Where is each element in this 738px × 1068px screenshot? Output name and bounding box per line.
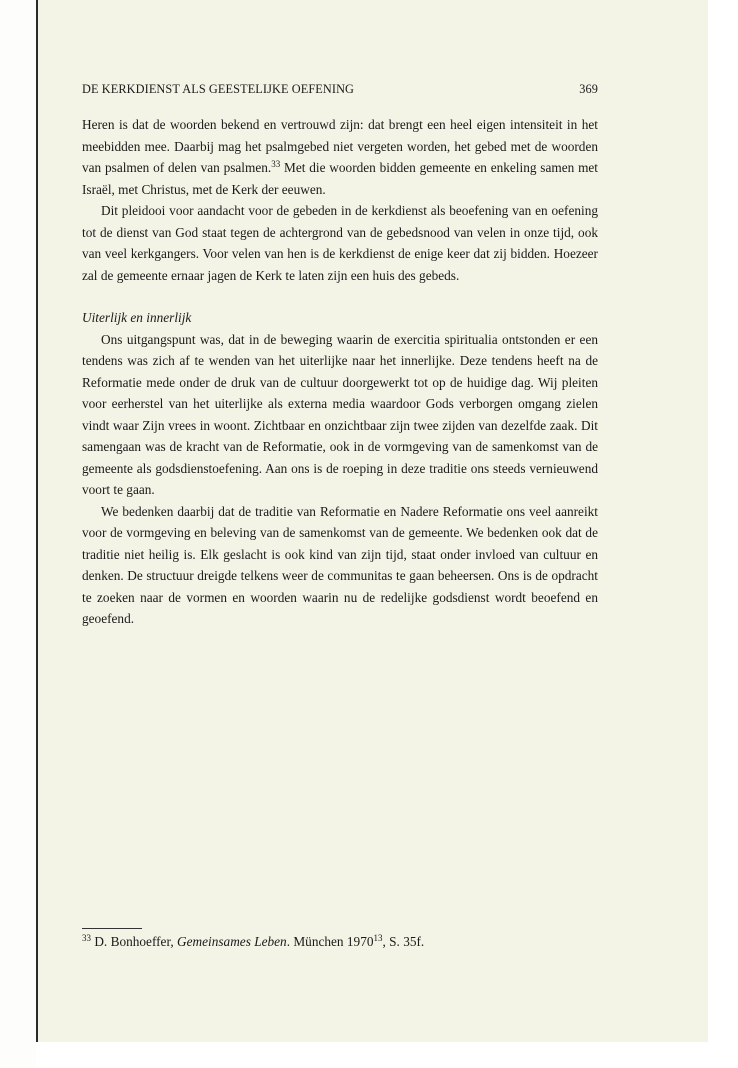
running-header-title: DE KERKDIENST ALS GEESTELIJKE OEFENING: [82, 82, 355, 96]
footnote-place: . München 1970: [286, 934, 374, 949]
footnote: [82, 933, 598, 951]
paragraph-1: [82, 114, 598, 200]
body-text: [82, 114, 598, 630]
section-heading: Uiterlijk en innerlijk: [82, 310, 192, 325]
scan-margin: [0, 0, 36, 1068]
running-header: [82, 82, 598, 100]
paragraph-1-part-b: Met die woorden bidden gemeente en enkeling samen met Israël, met Christus, met de Kerk der eeuwen.: [82, 160, 599, 197]
footnote-number: 33: [82, 933, 91, 943]
footnote-reference: 33: [271, 159, 281, 169]
paragraph-1-part-a: Heren is dat de woorden bekend en vertrouwd zijn: dat brengt een heel eigen intensiteit in het meebidden mee. Daarbij mag het psalmgebed niet vergeten worden, het gebed met de woorden van psalmen of delen van psalmen.: [82, 117, 598, 175]
paragraph-4: We bedenken daarbij dat de traditie van Reformatie en Nadere Reformatie ons veel aanreikt voor de vormgeving en beleving van de samenkomst van de gemeente. We bedenken ook dat de traditie niet heilig is. Elk geslacht is ook kind van zijn tijd, staat onder invloed van cultuur en denken. De structuur dreigde telkens weer de communitas te gaan beheersen. Ons is de opdracht te zoeken naar de vormen en woorden waarin nu de redelijke godsdienst wordt beoefend en geoefend.: [82, 503, 598, 626]
footnote-pages: , S. 35f.: [382, 934, 425, 949]
footnote-rule: [82, 928, 142, 929]
footnote-edition: 13: [373, 933, 383, 943]
paragraph-2: Dit pleidooi voor aandacht voor de gebeden in de kerkdienst als beoefening van en oefening tot de dienst van God staat tegen de achtergrond van de gebedsnood van velen in onze tijd, ook van veel kerkgangers. Voor velen van hen is de kerkdienst de enige keer dat zij bidden. Hoezeer zal de gemeente ernaar jagen de Kerk te laten zijn een huis des gebeds.: [82, 203, 598, 283]
page-number: 369: [579, 82, 598, 96]
footnote-book-title: Gemeinsames Leben: [177, 934, 287, 949]
footnote-author: D. Bonhoeffer,: [94, 934, 178, 949]
paragraph-3: Ons uitgangspunt was, dat in de beweging waarin de exercitia spiritualia ontstonden er een tendens was zich af te wenden van het uiterlijke naar het innerlijke. Deze tendens heeft na de Reformatie mede onder de druk van de cultuur doorgewerkt tot op de huidige dag. Wij pleiten voor eerherstel van het uiterlijke als externa media waardoor Gods verborgen omgang zielen vindt waar Zijn vrees in woont. Zichtbaar en onzichtbaar zijn twee zijden van dezelfde zaak. Dit samengaan was de kracht van de Reformatie, ook in de vormgeving van de samenkomst van de gemeente als godsdienstoefening. Aan ons is de roeping in deze traditie ons steeds vernieuwend voort te gaan.: [82, 331, 598, 497]
